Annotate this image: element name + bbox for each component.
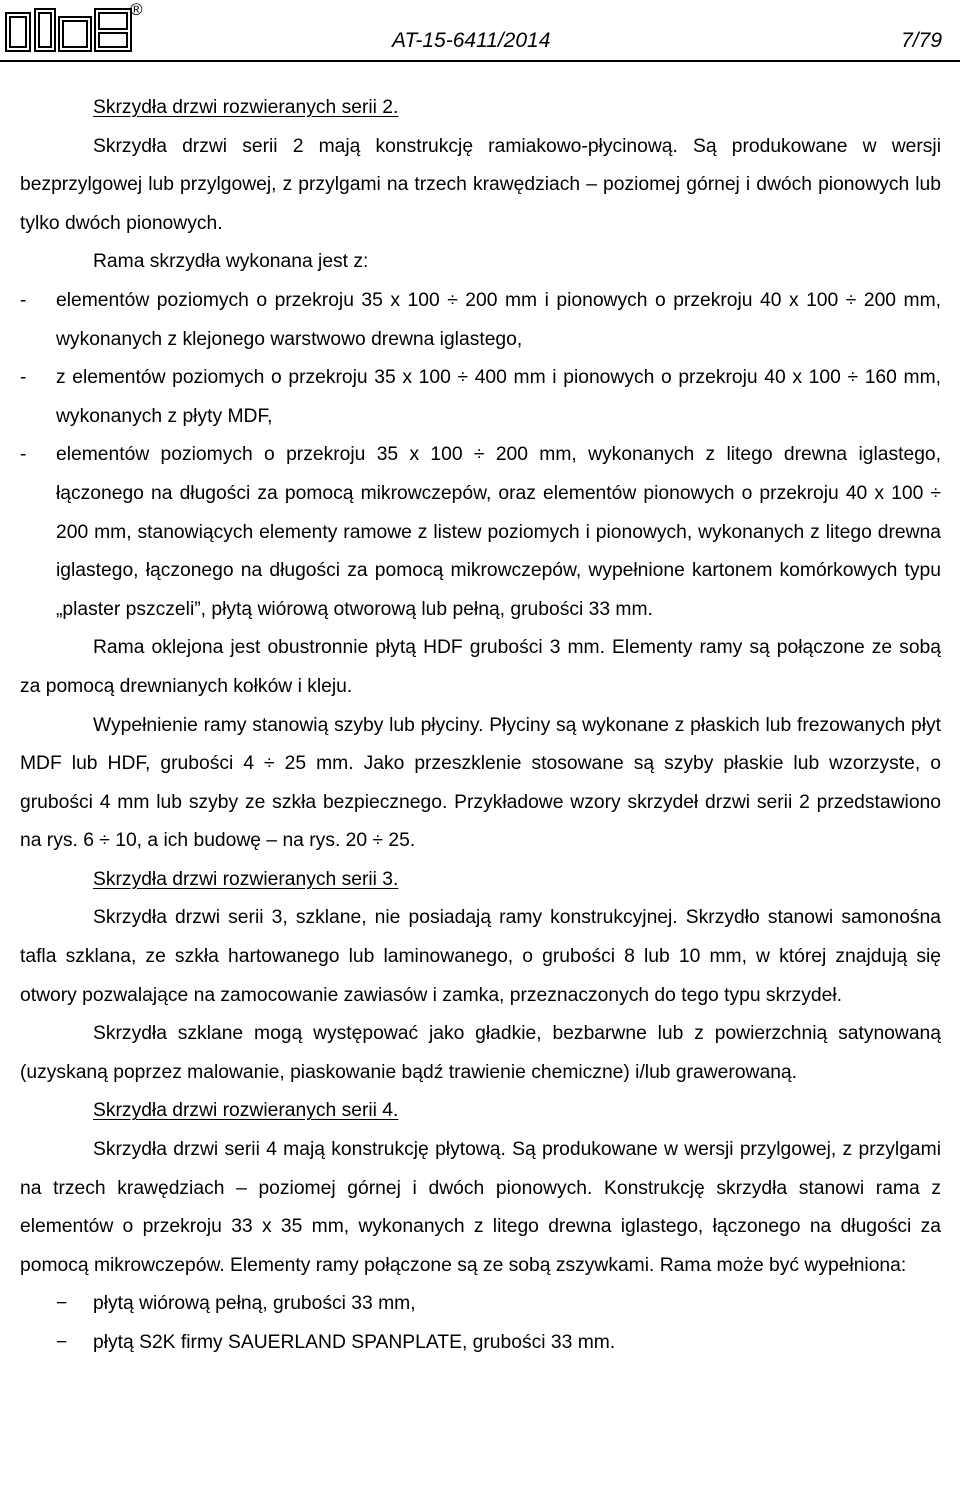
section-heading-series-2: Skrzydła drzwi rozwieranych serii 2. [93,97,399,118]
section-heading-series-4: Skrzydła drzwi rozwieranych serii 4. [93,1100,399,1122]
document-id: AT-15-6411/2014 [392,29,551,52]
paragraph: Wypełnienie ramy stanowią szyby lub płyciny. Płyciny są wykonane z płaskich lub frezowanych płyt MDF lub HDF, grubości 4 ÷ 25 mm. Jako przeszklenie stosowane są szyby płaskie lub wzorzyste, o grubości 4 mm lub szyby ze szkła bezpiecznego. Przykładowe wzory skrzydeł drzwi serii 2 przedstawiono na rys. 6 ÷ 10, a ich budowę – na rys. 20 ÷ 25. [20,714,941,852]
list-dash: - [20,289,27,311]
list-dash: − [56,1293,68,1315]
list-item [20,1324,941,1363]
header-divider [0,60,960,62]
section-heading-series-3: Skrzydła drzwi rozwieranych serii 3. [93,868,399,890]
page-header [0,0,960,64]
list-dash: − [56,1332,68,1353]
document-body [20,89,941,1363]
paragraph: Skrzydła drzwi serii 3, szklane, nie posiadają ramy konstrukcyjnej. Skrzydło stanowi samonośna tafla szklana, ze szkła hartowanego lub laminowanego, o grubości 8 lub 10 mm, w której znajdują się otwory pozwalające na zamocowanie zawiasów i zamka, przeznaczonych do tego typu skrzydeł. [20,907,941,1006]
registered-mark: ® [130,0,143,19]
paragraph: Skrzydła szklane mogą występować jako gładkie, bezbarwne lub z powierzchnią satynowaną (uzyskaną poprzez malowanie, piaskowanie bądź trawienie chemiczne) i/lub grawerowaną. [20,1023,941,1083]
list-item-text: elementów poziomych o przekroju 35 x 100 ÷ 200 mm, wykonanych z litego drewna iglastego, łączonego na długości za pomocą mikrowczepów, oraz elementów pionowych o przekroju 40 x 100 ÷ 200 mm, stanowiących elementy ramowe z listew poziomych i pionowych, wykonanych z litego drewna iglastego, łączonego na długości za pomocą mikrowczepów, wypełnione kartonem komórkowych typu „plaster pszczeli”, płytą wiórową otworową lub pełną, grubości 33 mm. [56,444,941,620]
list-item [20,1285,941,1324]
paragraph: Skrzydła drzwi serii 2 mają konstrukcję ramiakowo-płycinową. Są produkowane w wersji bezprzylgowej lub przylgowej, z przylgami na trzech krawędziach – poziomej górnej i dwóch pionowych lub tylko dwóch pionowych. [20,135,941,234]
list-item-text: z elementów poziomych o przekroju 35 x 100 ÷ 400 mm i pionowych o przekroju 40 x 100 ÷ 160 mm, wykonanych z płyty MDF, [56,367,941,427]
list-item [20,282,941,359]
paragraph: Rama skrzydła wykonana jest z: [93,251,369,273]
itb-logo-icon [5,8,135,52]
list-item-text: elementów poziomych o przekroju 35 x 100 ÷ 200 mm i pionowych o przekroju 40 x 100 ÷ 200 mm, wykonanych z klejonego warstwowo drewna iglastego, [56,289,941,350]
list-dash: - [20,367,27,389]
list-item-text: płytą S2K firmy SAUERLAND SPANPLATE, grubości 33 mm. [93,1332,616,1353]
list-item [20,436,941,629]
paragraph: Rama oklejona jest obustronnie płytą HDF grubości 3 mm. Elementy ramy są połączone ze sobą za pomocą drewnianych kołków i kleju. [20,637,941,697]
paragraph: Skrzydła drzwi serii 4 mają konstrukcję płytową. Są produkowane w wersji przylgowej, z przylgami na trzech krawędziach – poziomej górnej i dwóch pionowych. Konstrukcję skrzydła stanowi rama z elementów o przekroju 33 x 35 mm, wykonanych z litego drewna iglastego, łączonego na długości za pomocą mikrowczepów. Elementy ramy połączone są ze sobą zszywkami. Rama może być wypełniona: [20,1139,941,1276]
list-item-text: płytą wiórową pełną, grubości 33 mm, [93,1293,416,1315]
list-dash: - [20,444,27,466]
list-item [20,359,941,436]
page-number: 7/79 [901,29,942,52]
